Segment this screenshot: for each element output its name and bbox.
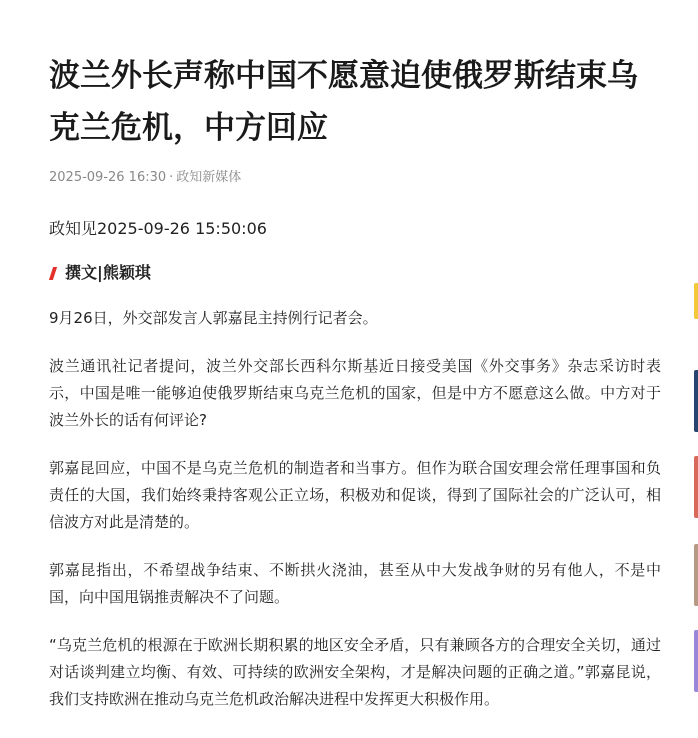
source-link[interactable]: 政知新媒体 bbox=[176, 170, 242, 185]
sidebar-thumbnails bbox=[694, 0, 698, 738]
sidebar-thumbnail-3[interactable] bbox=[694, 456, 698, 518]
meta-separator: · bbox=[169, 170, 174, 185]
sidebar-thumbnail-5[interactable] bbox=[694, 630, 698, 692]
article-title: 波兰外长声称中国不愿意迫使俄罗斯结束乌克兰危机，中方回应 bbox=[49, 58, 638, 146]
paragraph-2: 波兰通讯社记者提问，波兰外交部长西科尔斯基近日接受美国《外交事务》杂志采访时表示，中国是唯一能够迫使俄罗斯结束乌克兰危机的国家，但是中方不愿意这么做。中方对于波兰外长的话有何评论? bbox=[49, 357, 661, 429]
paragraph-5: “乌克兰危机的根源在于欧洲长期积累的地区安全矛盾，只有兼顾各方的合理安全关切，通过对话谈判建立均衡、有效、可持续的欧洲安全架构，才是解决问题的正确之道。”郭嘉昆说，我们支持欧洲在推动乌克兰危机政治解决进程中发挥更大积极作用。 bbox=[49, 636, 661, 708]
sidebar-thumbnail-2[interactable] bbox=[694, 370, 698, 432]
article bbox=[49, 0, 661, 713]
sidebar-thumbnail-1[interactable] bbox=[694, 283, 698, 319]
paragraph-3: 郭嘉昆回应，中国不是乌克兰危机的制造者和当事方。但作为联合国安理会常任理事国和负责任的大国，我们始终秉持客观公正立场，积极劝和促谈，得到了国际社会的广泛认可，相信波方对此是清楚的。 bbox=[49, 459, 661, 531]
publish-time: 2025-09-26 16:30 bbox=[49, 170, 167, 185]
paragraph-4: 郭嘉昆指出，不希望战争结束、不断拱火浇油，甚至从中大发战争财的另有他人，不是中国，向中国甩锅推责解决不了问题。 bbox=[49, 561, 661, 606]
dateline: 政知见2025-09-26 15:50:06 bbox=[49, 219, 267, 238]
author-label: 撰文|熊颖琪 bbox=[65, 263, 151, 282]
paragraph-1: 9月26日，外交部发言人郭嘉昆主持例行记者会。 bbox=[49, 309, 378, 327]
sidebar-thumbnail-4[interactable] bbox=[694, 544, 698, 606]
accent-slash-icon bbox=[49, 267, 57, 280]
author-line bbox=[49, 262, 661, 284]
article-meta bbox=[49, 168, 661, 188]
